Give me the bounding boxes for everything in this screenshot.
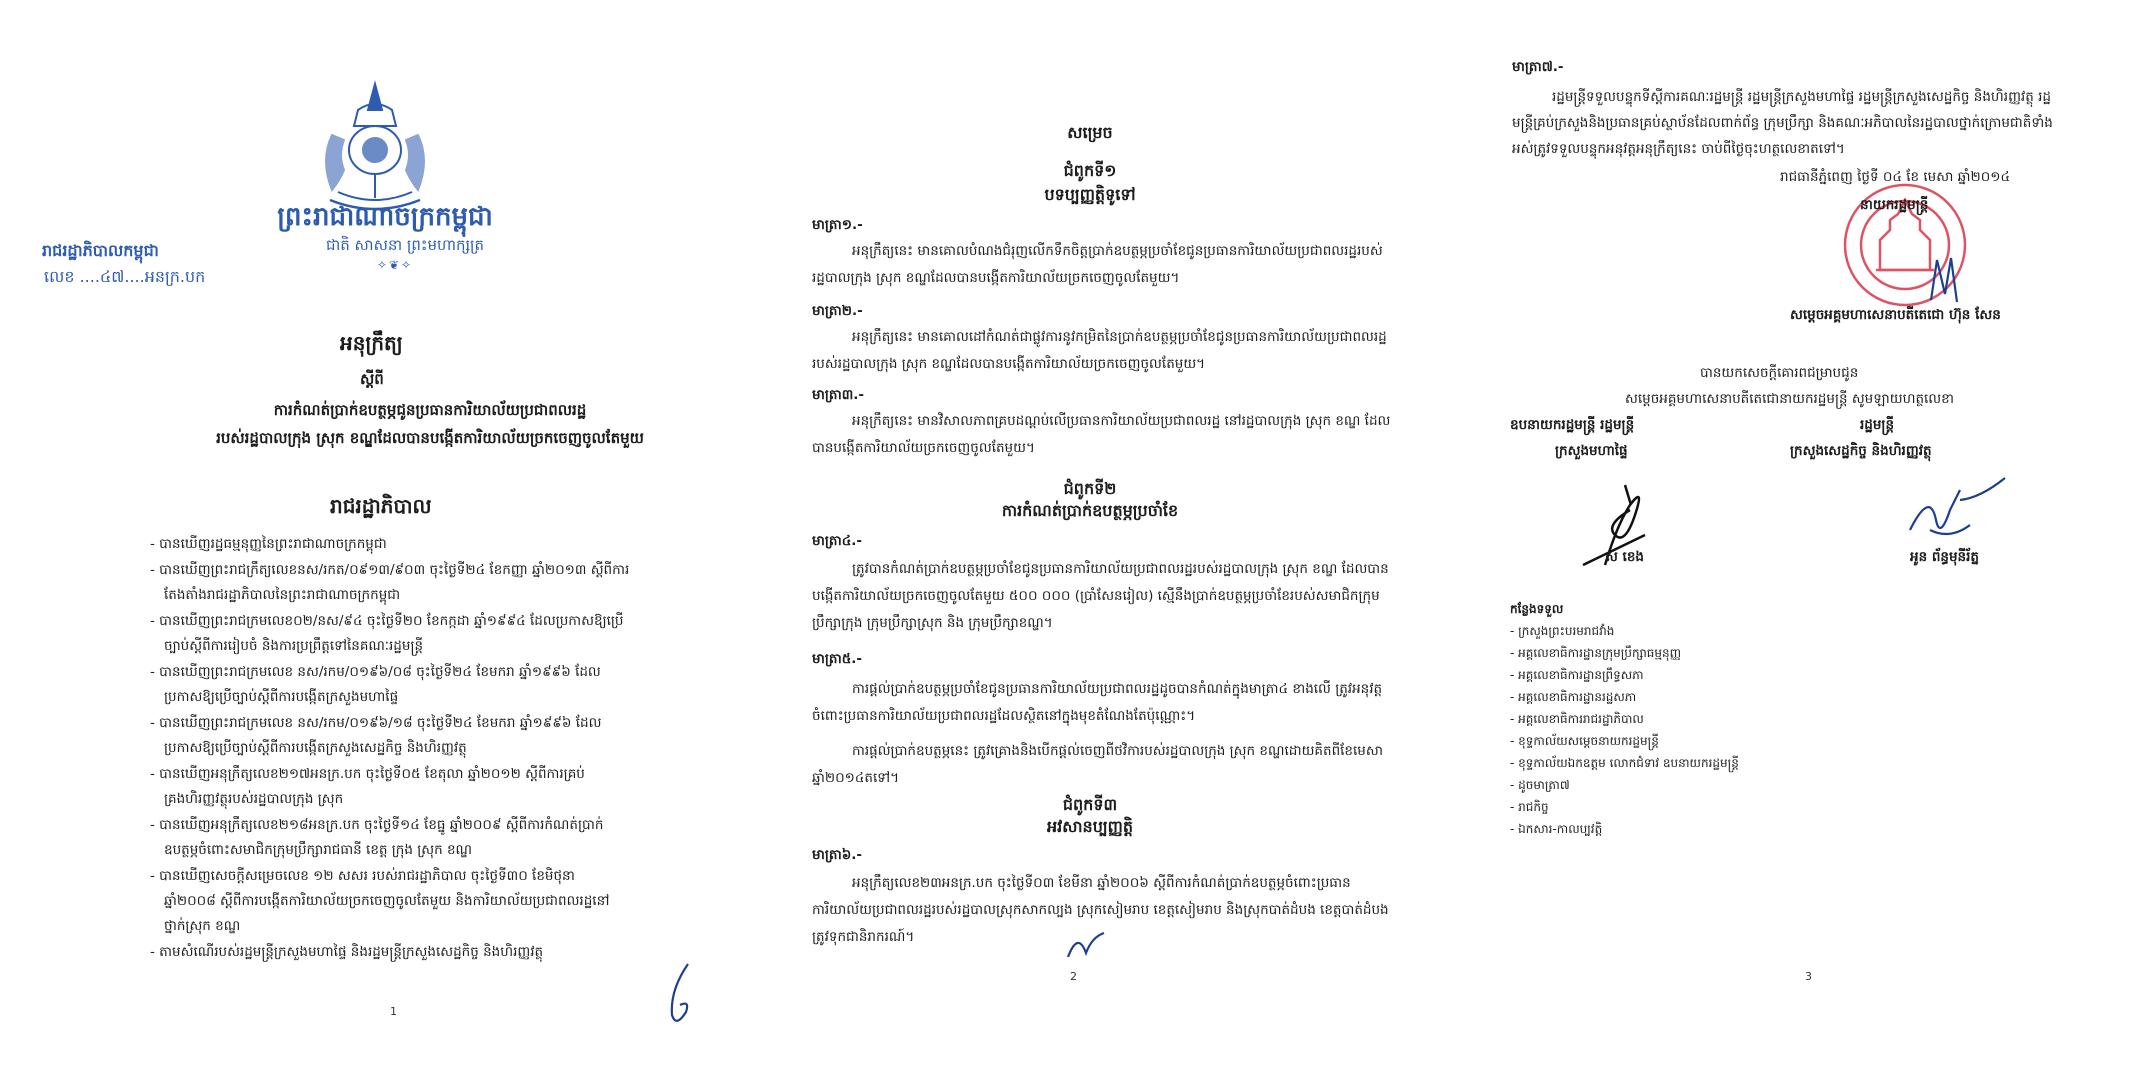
document-type-heading: អនុក្រឹត្យ (340, 331, 403, 355)
right-signatory-name: អូន ព័ន្ធមុនីរ័ត្ន (1910, 549, 1979, 565)
list-item: - អគ្គលេខាធិការរាជរដ្ឋាភិបាល (1510, 712, 1644, 726)
chapter-3-heading: ជំពូកទី៣ (1062, 795, 1118, 814)
right-signatory-ministry: ក្រសួងសេដ្ឋកិច្ច និងហិរញ្ញវត្ថុ (1790, 443, 1932, 459)
chapter-1-heading: ជំពូកទី១ (1063, 161, 1117, 180)
article-2-label: មាត្រា២.- (812, 303, 863, 319)
page-3 (1460, 0, 2133, 1077)
article-7-label: មាត្រា៧.- (1512, 59, 1564, 75)
page-1 (0, 0, 760, 1077)
page-number: 2 (1070, 970, 1077, 983)
government-heading: រាជរដ្ឋាភិបាល (330, 494, 432, 518)
chapter-1-title: បទប្បញ្ញត្តិទូទៅ (1044, 185, 1136, 204)
about-label: ស្តីពី (360, 370, 384, 388)
initials-signature (660, 960, 700, 1030)
article-1-text: អនុក្រឹត្យនេះ មានគោលបំណងជំរុញលើកទឹកចិត្តប្រាក់ឧបត្ថម្ភប្រចាំខែជូនប្រធានការិយាល័យប្រជាពលរដ្ឋរបស់រដ្ឋបាលក្រុង ស្រុក ខណ្ឌដែលបានបង្កើតការិយាល័យច្រកចេញចូលតែមួយ។ (812, 243, 1383, 286)
article-5-label: មាត្រា៥.- (812, 651, 863, 667)
issuing-government: រាជរដ្ឋាភិបាលកម្ពុជា (42, 241, 159, 260)
list-item: - បានឃើញរដ្ឋធម្មនុញ្ញនៃព្រះរាជាណាចក្រកម្ពុជា (150, 536, 387, 552)
submitted-to-line: សម្តេចអគ្គមហាសេនាបតីតេជោនាយករដ្ឋមន្ត្រី សូមឡាយហត្ថលេខា (1625, 391, 1955, 407)
left-signatory-name: ស ខេង (1605, 549, 1644, 565)
article-4-text: ត្រូវបានកំណត់ប្រាក់ឧបត្ថម្ភប្រចាំខែជូនប្រធានការិយាល័យប្រជាពលរដ្ឋរបស់រដ្ឋបាលក្រុង ស្រុក ខណ្ឌ ដែលបានបង្កើតការិយាល័យច្រកចេញចូលតែមួយ ៥០០ ០០០ (ប្រាំសែនរៀល) ស្មើនឹងប្រាក់ឧបត្ថម្ភប្រចាំខែរបស់សមាជិកក្រុមប្រឹក្សាក្រុង ក្រុមប្រឹក្សាស្រុក និង ក្រុមប្រឹក្សាខណ្ឌ។ (812, 561, 1389, 631)
list-item: - អគ្គលេខាធិការដ្ឋានរដ្ឋសភា (1510, 690, 1637, 704)
article-7-text: រដ្ឋមន្ត្រីទទួលបន្ទុកទីស្តីការគណៈរដ្ឋមន្ត្រី រដ្ឋមន្ត្រីក្រសួងមហាផ្ទៃ រដ្ឋមន្ត្រីក្រសួងសេដ្ឋកិច្ច និងហិរញ្ញវត្ថុ រដ្ឋមន្ត្រីគ្រប់ក្រសួងនិងប្រធានគ្រប់ស្ថាប័នដែលពាក់ព័ន្ធ ក្រុមប្រឹក្សា និងគណៈអភិបាលនៃរដ្ឋបាលថ្នាក់ក្រោមជាតិទាំងអស់ត្រូវទទួលបន្ទុកអនុវត្តអនុក្រឹត្យនេះ ចាប់ពីថ្ងៃចុះហត្ថលេខាតទៅ។ (1512, 89, 2053, 157)
kingdom-heading: ព្រះរាជាណាចក្រកម្ពុជា (277, 202, 493, 232)
article-2-text: អនុក្រឹត្យនេះ មានគោលដៅកំណត់ជាផ្លូវការនូវកម្រិតនៃប្រាក់ឧបត្ថម្ភប្រចាំខែជូនប្រធានការិយាល័យប្រជាពលរដ្ឋរបស់រដ្ឋបាលក្រុង ស្រុក ខណ្ឌដែលបានបង្កើតការិយាល័យច្រកចេញចូលតែមួយ។ (812, 329, 1387, 372)
list-item: - តាមសំណើរបស់រដ្ឋមន្ត្រីក្រសួងមហាផ្ទៃ និងរដ្ឋមន្ត្រីក្រសួងសេដ្ឋកិច្ច និងហិរញ្ញវត្ថុ (150, 944, 544, 960)
list-item: - បានឃើញអនុក្រឹត្យលេខ២១៨អនក្រ.បក ចុះថ្ងៃទី១៤ ខែធ្នូ ឆ្នាំ២០០៩ ស្តីពីការកំណត់ប្រាក់ឧបត្ថម្ភចំពោះសមាជិកក្រុមប្រឹក្សារាជធានី ខេត្ត ក្រុង ស្រុក ខណ្ឌ (150, 817, 604, 858)
reference-number: លេខ ....៤៧....អនក្រ.បក (44, 267, 206, 286)
initials-signature (1060, 925, 1110, 965)
submitted-by-line: បានយកសេចក្តីគោរពជម្រាបជូន (1700, 365, 1859, 381)
ornament-divider: ✧❦✧ (376, 258, 414, 272)
list-item: - ឯកសារ-កាលប្បវត្តិ (1510, 822, 1603, 836)
article-3-text: អនុក្រឹត្យនេះ មានវិសាលភាពគ្របដណ្តប់លើប្រធានការិយាល័យប្រជាពលរដ្ឋ នៅរដ្ឋបាលក្រុង ស្រុក ខណ្ឌ ដែលបានបង្កើតការិយាល័យច្រកចេញចូលតែមួយ។ (812, 413, 1391, 456)
date-line: រាជធានីភ្នំពេញ ថ្ងៃទី ០៤ ខែ មេសា ឆ្នាំ២០១៤ (1780, 169, 2011, 185)
chapter-2-title: ការកំណត់ប្រាក់ឧបត្ថម្ភប្រចាំខែ (1001, 501, 1179, 520)
page-2 (760, 0, 1460, 1077)
prime-minister-name: សម្តេចអគ្គមហាសេនាបតីតេជោ ហ៊ុន សែន (1790, 307, 2001, 323)
list-item: - ខុទ្ទកាល័យសម្តេចនាយករដ្ឋមន្ត្រី (1510, 734, 1659, 748)
list-item: - ក្រសួងព្រះបរមរាជវាំង (1510, 624, 1615, 638)
recipients-heading: កន្លែងទទួល (1510, 602, 1564, 616)
left-signatory-ministry: ក្រសួងមហាផ្ទៃ (1555, 443, 1628, 459)
left-signatory-title: ឧបនាយករដ្ឋមន្ត្រី រដ្ឋមន្ត្រី (1510, 417, 1635, 433)
article-4-label: មាត្រា៤.- (812, 533, 863, 549)
right-signatory-signature (1900, 470, 2010, 545)
page-number: 1 (390, 1005, 397, 1018)
article-5-text: ការផ្តល់ប្រាក់ឧបត្ថម្ភប្រចាំខែជូនប្រធានការិយាល័យប្រជាពលរដ្ឋដូចបានកំណត់ក្នុងមាត្រា៤ ខាងលើ ត្រូវអនុវត្តចំពោះប្រធានការិយាល័យប្រជាពលរដ្ឋដែលស្ថិតនៅក្នុងមុខតំណែងតែប៉ុណ្ណោះ។ (812, 681, 1383, 724)
royal-coat-of-arms-emblem (310, 80, 440, 215)
considerations-list (150, 532, 630, 966)
list-item: - ដូចមាត្រា៧ (1510, 778, 1570, 792)
prime-minister-signature (1925, 250, 1965, 310)
document-subject (150, 396, 710, 452)
page-number: 3 (1805, 970, 1812, 983)
chapter-3-title: អវសានប្បញ្ញត្តិ (1046, 817, 1133, 836)
chapter-2-heading: ជំពូកទី២ (1063, 479, 1117, 498)
list-item: - រាជកិច្ច (1510, 800, 1549, 814)
list-item: - បានឃើញព្រះរាជក្រមលេខ នស/រកម/០១៩៦/១៨ ចុះថ្ងៃទី២៤ ខែមករា ឆ្នាំ១៩៩៦ ដែលប្រកាសឱ្យប្រើច្បាប់ស្តីពីការបង្កើតក្រសួងសេដ្ឋកិច្ច និងហិរញ្ញវត្ថុ (150, 715, 602, 756)
list-item: - អគ្គលេខាធិការដ្ឋានក្រុមប្រឹក្សាធម្មនុញ្ញ (1510, 646, 1682, 660)
list-item: - បានឃើញអនុក្រឹត្យលេខ២១៧អនក្រ.បក ចុះថ្ងៃទី០៥ ខែតុលា ឆ្នាំ២០១២ ស្តីពីការគ្រប់គ្រងហិរញ្ញវត្ថុរបស់រដ្ឋបាលក្រុង ស្រុក (150, 766, 585, 807)
subject-line-2: របស់រដ្ឋបាលក្រុង ស្រុក ខណ្ឌដែលបានបង្កើតការិយាល័យច្រកចេញចូលតែមួយ (216, 429, 644, 447)
list-item: - អគ្គលេខាធិការដ្ឋានព្រឹទ្ធសភា (1510, 668, 1644, 682)
subject-line-1: ការកំណត់ប្រាក់ឧបត្ថម្ភជូនប្រធានការិយាល័យប្រជាពលរដ្ឋ (273, 401, 587, 419)
list-item: - បានឃើញសេចក្តីសម្រេចលេខ ១២ សសរ របស់រាជរដ្ឋាភិបាល ចុះថ្ងៃទី៣០ ខែមិថុនា ឆ្នាំ២០០៨ ស្តីពីការបង្កើតការិយាល័យច្រកចេញចូលតែមួយ និងការិយាល័យប្រជាពលរដ្ឋនៅថ្នាក់ស្រុក ខណ្ឌ (150, 868, 610, 934)
article-5-text-2: ការផ្តល់ប្រាក់ឧបត្ថម្ភនេះ ត្រូវគ្រោងនិងបើកផ្តល់ចេញពីថវិការបស់រដ្ឋបាលក្រុង ស្រុក ខណ្ឌដោយគិតពីខែមេសា ឆ្នាំ២០១៤តទៅ។ (812, 743, 1383, 786)
article-6-label: មាត្រា៦.- (812, 847, 863, 863)
list-item: - បានឃើញព្រះរាជក្រមលេខ០២/នស/៩៤ ចុះថ្ងៃទី២០ ខែកក្កដា ឆ្នាំ១៩៩៤ ដែលប្រកាសឱ្យប្រើច្បាប់ស្តីពីការរៀបចំ និងការប្រព្រឹត្តទៅនៃគណៈរដ្ឋមន្ត្រី (150, 613, 624, 654)
prime-minister-title: នាយករដ្ឋមន្ត្រី (1860, 197, 1929, 213)
article-6-text: អនុក្រឹត្យលេខ២៣អនក្រ.បក ចុះថ្ងៃទី០៣ ខែមីនា ឆ្នាំ២០០៦ ស្តីពីការកំណត់ប្រាក់ឧបត្ថម្ភចំពោះប្រធានការិយាល័យប្រជាពលរដ្ឋរបស់រដ្ឋបាលស្រុកសាកល្បង ស្រុកសៀមរាប ខេត្តសៀមរាប និងស្រុកបាត់ដំបង ខេត្តបាត់ដំបង ត្រូវទុកជានិរាករណ៍។ (812, 875, 1389, 945)
list-item: - បានឃើញព្រះរាជក្រមលេខ នស/រកម/០១៩៦/០៨ ចុះថ្ងៃទី២៤ ខែមករា ឆ្នាំ១៩៩៦ ដែលប្រកាសឱ្យប្រើច្បាប់ស្តីពីការបង្កើតក្រសួងមហាផ្ទៃ (150, 664, 601, 705)
article-3-label: មាត្រា៣.- (812, 387, 864, 403)
list-item: - ខុទ្ទកាល័យឯកឧត្តម លោកជំទាវ ឧបនាយករដ្ឋមន្ត្រី (1510, 756, 1739, 770)
decision-heading: សម្រេច (1067, 123, 1113, 142)
right-signatory-title: រដ្ឋមន្ត្រី (1860, 417, 1895, 433)
recipients-list (1510, 620, 1930, 840)
national-motto: ជាតិ សាសនា ព្រះមហាក្សត្រ (325, 236, 485, 254)
article-1-label: មាត្រា១.- (812, 217, 863, 233)
list-item: - បានឃើញព្រះរាជក្រឹត្យលេខនស/រកត/០៩១៣/៩០៣ ចុះថ្ងៃទី២៤ ខែកញ្ញា ឆ្នាំ២០១៣ ស្តីពីការតែងតាំងរាជរដ្ឋាភិបាលនៃព្រះរាជាណាចក្រកម្ពុជា (150, 562, 630, 603)
